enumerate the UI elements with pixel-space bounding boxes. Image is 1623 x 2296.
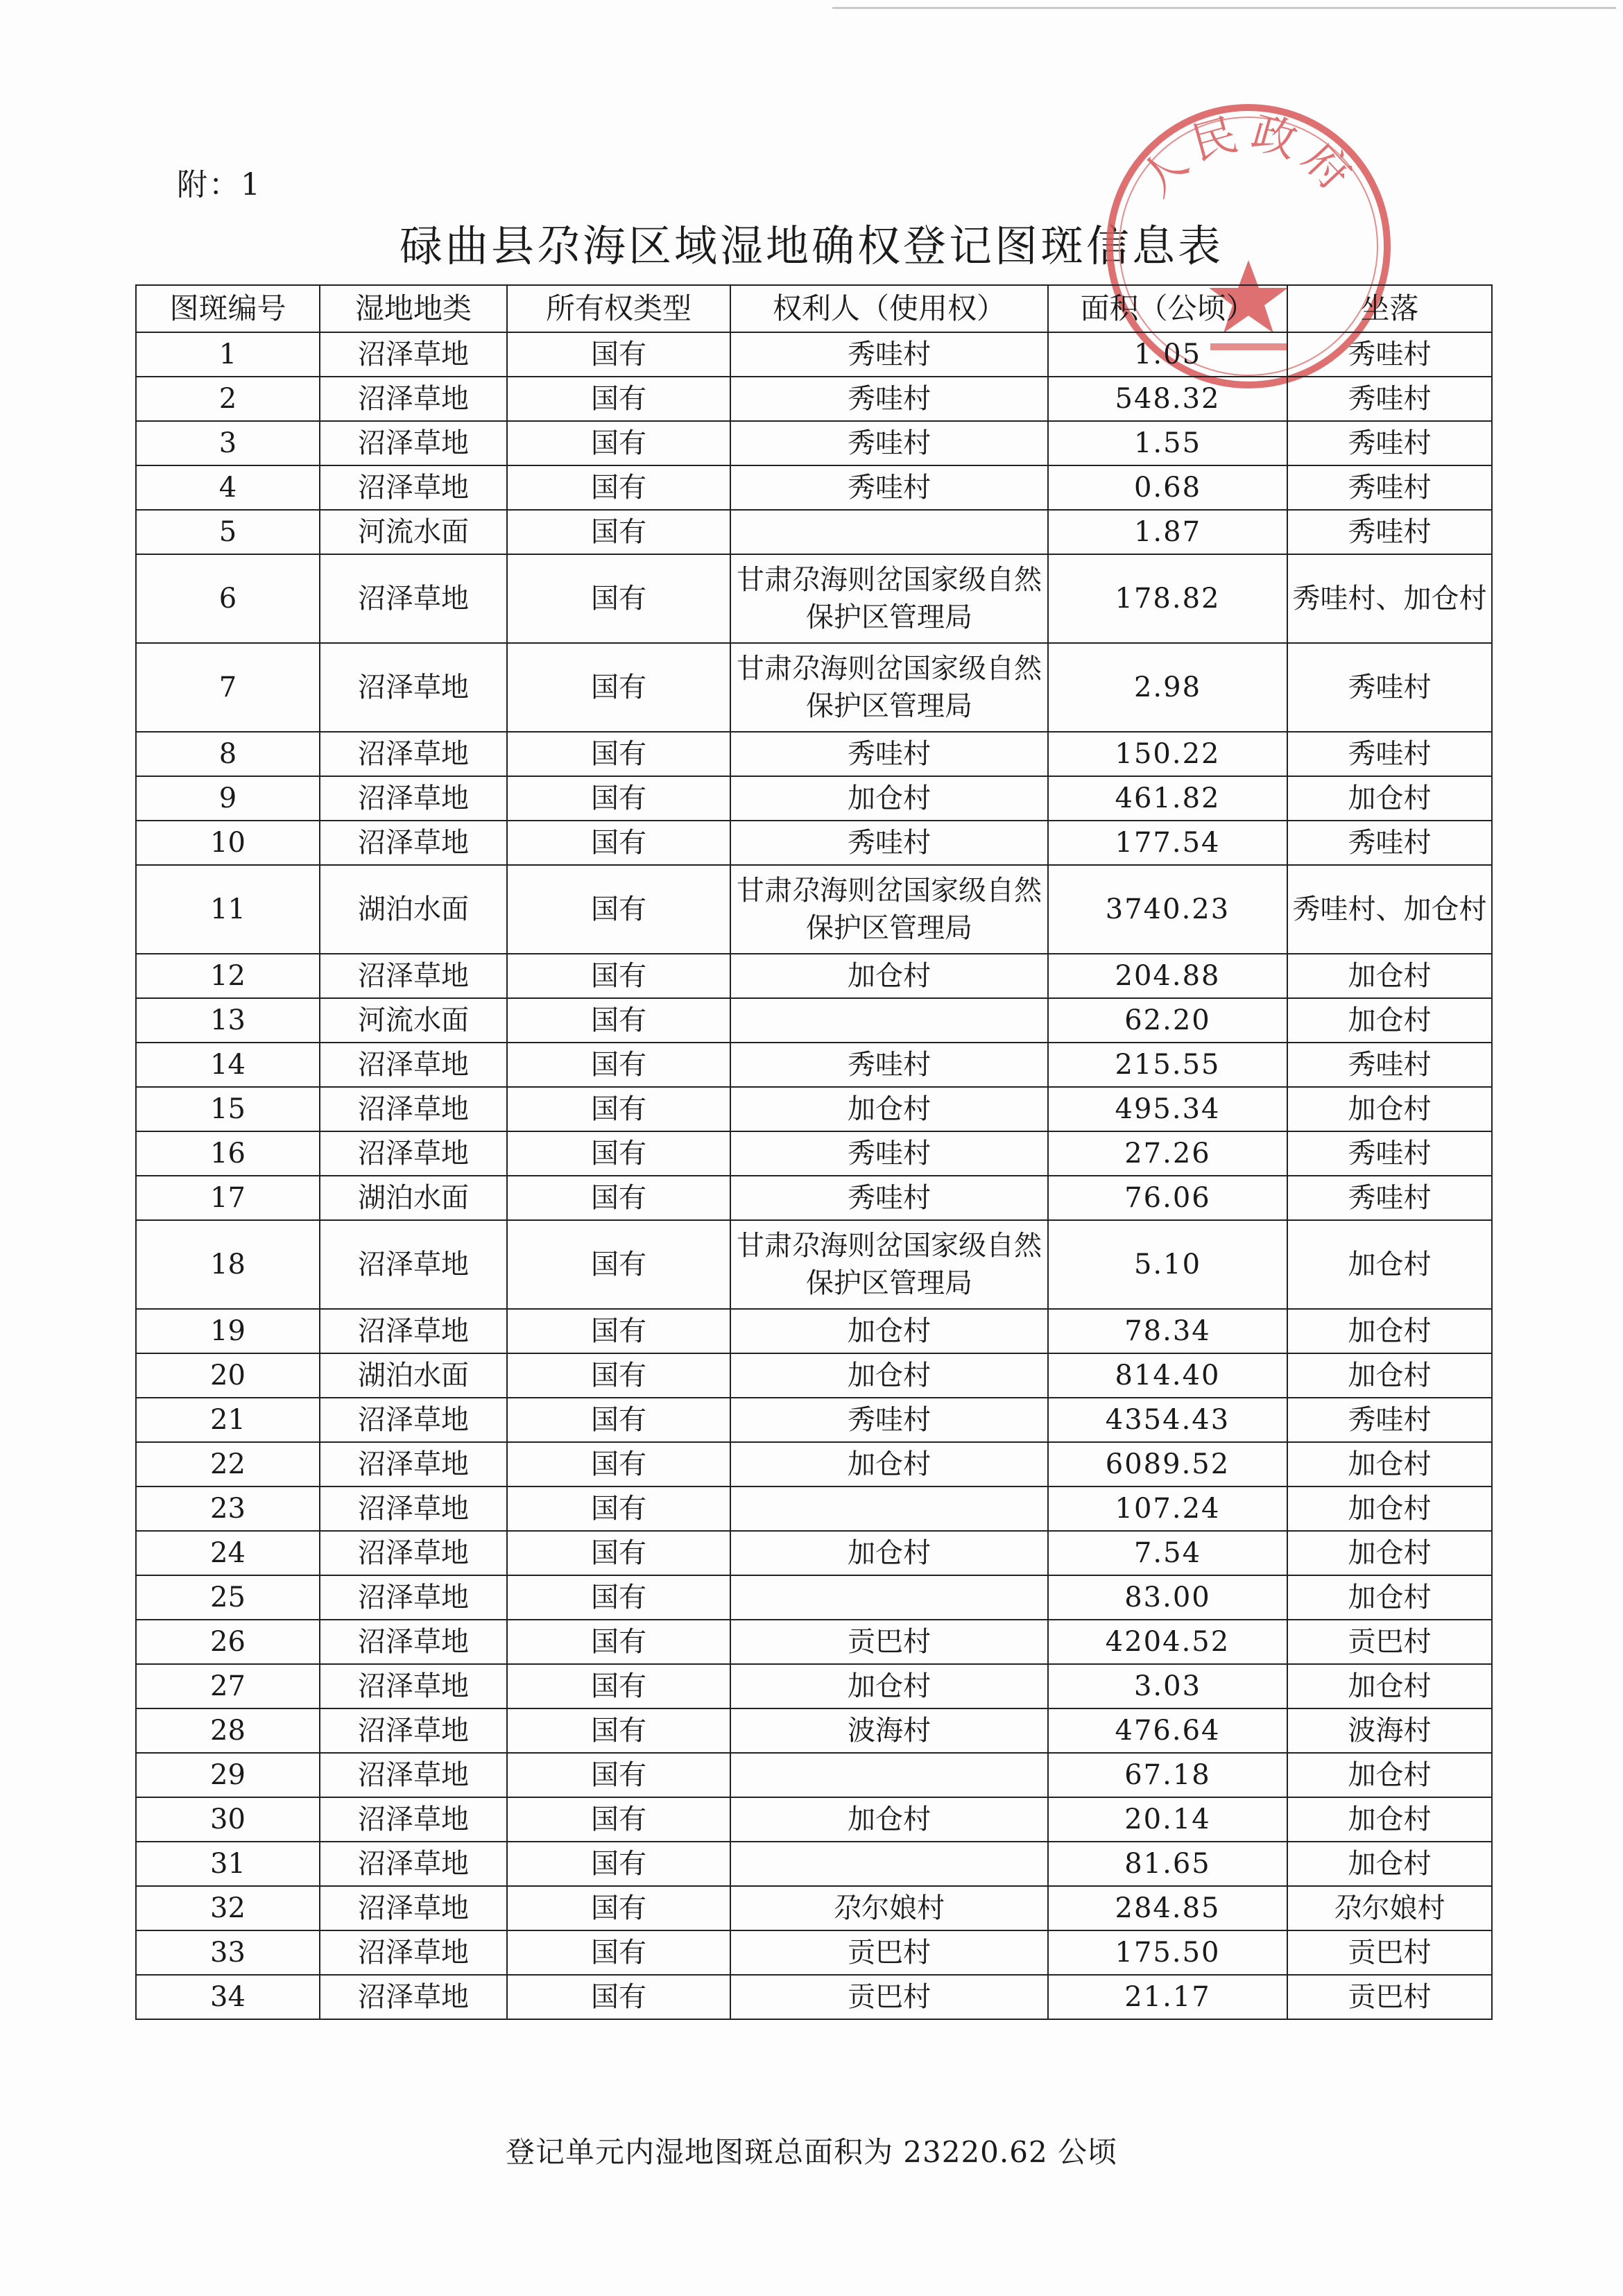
location-cell: 加仓村 bbox=[1287, 1087, 1492, 1131]
right-holder-cell: 秀哇村 bbox=[730, 732, 1048, 776]
table-row bbox=[136, 1664, 1492, 1708]
area-cell: 81.65 bbox=[1048, 1842, 1287, 1886]
right-holder-cell: 加仓村 bbox=[730, 1353, 1048, 1398]
parcel-id-cell: 28 bbox=[136, 1708, 320, 1753]
parcel-id-cell: 20 bbox=[136, 1353, 320, 1398]
location-cell: 秀哇村 bbox=[1287, 377, 1492, 421]
parcel-id-cell: 6 bbox=[136, 554, 320, 643]
area-cell: 150.22 bbox=[1048, 732, 1287, 776]
area-cell: 548.32 bbox=[1048, 377, 1287, 421]
table-row bbox=[136, 643, 1492, 732]
location-cell: 加仓村 bbox=[1287, 1753, 1492, 1797]
parcel-id-cell: 5 bbox=[136, 510, 320, 554]
parcel-id-cell: 32 bbox=[136, 1886, 320, 1930]
right-holder-cell: 加仓村 bbox=[730, 1087, 1048, 1131]
wetland-type-cell: 沼泽草地 bbox=[320, 1842, 507, 1886]
right-holder-cell: 加仓村 bbox=[730, 954, 1048, 998]
table-row bbox=[136, 776, 1492, 821]
table-row bbox=[136, 1797, 1492, 1842]
location-cell: 贡巴村 bbox=[1287, 1620, 1492, 1664]
location-cell: 加仓村 bbox=[1287, 1575, 1492, 1620]
header-area: 面积（公顷） bbox=[1048, 285, 1287, 332]
right-holder-cell bbox=[730, 510, 1048, 554]
parcel-id-cell: 11 bbox=[136, 865, 320, 954]
wetland-type-cell: 沼泽草地 bbox=[320, 1886, 507, 1930]
parcel-id-cell: 26 bbox=[136, 1620, 320, 1664]
parcel-id-cell: 17 bbox=[136, 1176, 320, 1220]
table-row bbox=[136, 821, 1492, 865]
location-cell: 加仓村 bbox=[1287, 1220, 1492, 1309]
parcel-id-cell: 19 bbox=[136, 1309, 320, 1353]
right-holder-cell: 秀哇村 bbox=[730, 465, 1048, 510]
parcel-id-cell: 16 bbox=[136, 1131, 320, 1176]
parcel-id-cell: 4 bbox=[136, 465, 320, 510]
table-row bbox=[136, 465, 1492, 510]
parcel-id-cell: 9 bbox=[136, 776, 320, 821]
right-holder-cell: 秀哇村 bbox=[730, 1398, 1048, 1442]
table-row bbox=[136, 1753, 1492, 1797]
header-wetland-type: 湿地地类 bbox=[320, 285, 507, 332]
right-holder-cell: 加仓村 bbox=[730, 1442, 1048, 1487]
wetland-type-cell: 沼泽草地 bbox=[320, 1043, 507, 1087]
ownership-type-cell: 国有 bbox=[507, 643, 730, 732]
right-holder-cell: 秀哇村 bbox=[730, 1043, 1048, 1087]
right-holder-cell bbox=[730, 1487, 1048, 1531]
wetland-type-cell: 沼泽草地 bbox=[320, 776, 507, 821]
area-cell: 495.34 bbox=[1048, 1087, 1287, 1131]
ownership-type-cell: 国有 bbox=[507, 998, 730, 1043]
parcel-id-cell: 7 bbox=[136, 643, 320, 732]
table-row bbox=[136, 998, 1492, 1043]
area-cell: 284.85 bbox=[1048, 1886, 1287, 1930]
ownership-type-cell: 国有 bbox=[507, 1930, 730, 1975]
location-cell: 秀哇村 bbox=[1287, 821, 1492, 865]
right-holder-cell: 加仓村 bbox=[730, 1309, 1048, 1353]
area-cell: 7.54 bbox=[1048, 1531, 1287, 1575]
location-cell: 加仓村 bbox=[1287, 1487, 1492, 1531]
area-cell: 3.03 bbox=[1048, 1664, 1287, 1708]
right-holder-cell: 贡巴村 bbox=[730, 1975, 1048, 2019]
ownership-type-cell: 国有 bbox=[507, 554, 730, 643]
location-cell: 加仓村 bbox=[1287, 1309, 1492, 1353]
area-cell: 76.06 bbox=[1048, 1176, 1287, 1220]
parcel-id-cell: 22 bbox=[136, 1442, 320, 1487]
area-cell: 1.05 bbox=[1048, 332, 1287, 377]
right-holder-cell: 贡巴村 bbox=[730, 1620, 1048, 1664]
wetland-type-cell: 沼泽草地 bbox=[320, 1797, 507, 1842]
area-cell: 5.10 bbox=[1048, 1220, 1287, 1309]
location-cell: 秀哇村 bbox=[1287, 732, 1492, 776]
ownership-type-cell: 国有 bbox=[507, 1531, 730, 1575]
wetland-type-cell: 沼泽草地 bbox=[320, 1664, 507, 1708]
wetland-type-cell: 沼泽草地 bbox=[320, 1930, 507, 1975]
ownership-type-cell: 国有 bbox=[507, 776, 730, 821]
location-cell: 加仓村 bbox=[1287, 1664, 1492, 1708]
header-right-holder: 权利人（使用权） bbox=[730, 285, 1048, 332]
right-holder-cell: 秀哇村 bbox=[730, 377, 1048, 421]
parcel-id-cell: 33 bbox=[136, 1930, 320, 1975]
parcel-id-cell: 24 bbox=[136, 1531, 320, 1575]
table-row bbox=[136, 421, 1492, 465]
wetland-type-cell: 沼泽草地 bbox=[320, 1487, 507, 1531]
parcel-id-cell: 27 bbox=[136, 1664, 320, 1708]
right-holder-cell: 尕尔娘村 bbox=[730, 1886, 1048, 1930]
ownership-type-cell: 国有 bbox=[507, 1309, 730, 1353]
ownership-type-cell: 国有 bbox=[507, 1087, 730, 1131]
right-holder-cell: 甘肃尕海则岔国家级自然保护区管理局 bbox=[730, 865, 1048, 954]
area-cell: 1.55 bbox=[1048, 421, 1287, 465]
parcel-id-cell: 2 bbox=[136, 377, 320, 421]
table-row bbox=[136, 1087, 1492, 1131]
wetland-type-cell: 沼泽草地 bbox=[320, 421, 507, 465]
area-cell: 20.14 bbox=[1048, 1797, 1287, 1842]
area-cell: 1.87 bbox=[1048, 510, 1287, 554]
right-holder-cell: 加仓村 bbox=[730, 1531, 1048, 1575]
wetland-type-cell: 湖泊水面 bbox=[320, 865, 507, 954]
wetland-type-cell: 沼泽草地 bbox=[320, 1131, 507, 1176]
ownership-type-cell: 国有 bbox=[507, 732, 730, 776]
location-cell: 加仓村 bbox=[1287, 1842, 1492, 1886]
right-holder-cell: 秀哇村 bbox=[730, 1176, 1048, 1220]
ownership-type-cell: 国有 bbox=[507, 1220, 730, 1309]
header-location: 坐落 bbox=[1287, 285, 1492, 332]
right-holder-cell bbox=[730, 1575, 1048, 1620]
table-row bbox=[136, 377, 1492, 421]
area-cell: 78.34 bbox=[1048, 1309, 1287, 1353]
parcel-id-cell: 12 bbox=[136, 954, 320, 998]
header-parcel-id: 图斑编号 bbox=[136, 285, 320, 332]
ownership-type-cell: 国有 bbox=[507, 1398, 730, 1442]
area-cell: 107.24 bbox=[1048, 1487, 1287, 1531]
right-holder-cell: 秀哇村 bbox=[730, 821, 1048, 865]
location-cell: 波海村 bbox=[1287, 1708, 1492, 1753]
area-cell: 814.40 bbox=[1048, 1353, 1287, 1398]
table-body bbox=[136, 332, 1492, 2019]
right-holder-cell bbox=[730, 998, 1048, 1043]
ownership-type-cell: 国有 bbox=[507, 1797, 730, 1842]
area-cell: 3740.23 bbox=[1048, 865, 1287, 954]
right-holder-cell: 加仓村 bbox=[730, 1797, 1048, 1842]
wetland-type-cell: 沼泽草地 bbox=[320, 1708, 507, 1753]
location-cell: 秀哇村、加仓村 bbox=[1287, 554, 1492, 643]
table-row bbox=[136, 1975, 1492, 2019]
table-row bbox=[136, 1886, 1492, 1930]
ownership-type-cell: 国有 bbox=[507, 1575, 730, 1620]
annex-label: 附：1 bbox=[177, 167, 261, 203]
right-holder-cell bbox=[730, 1842, 1048, 1886]
table-row bbox=[136, 510, 1492, 554]
svg-text:人民政府 bbox=[1131, 107, 1366, 207]
location-cell: 秀哇村 bbox=[1287, 510, 1492, 554]
table-row bbox=[136, 1442, 1492, 1487]
wetland-type-cell: 沼泽草地 bbox=[320, 1975, 507, 2019]
area-cell: 67.18 bbox=[1048, 1753, 1287, 1797]
ownership-type-cell: 国有 bbox=[507, 821, 730, 865]
parcel-id-cell: 21 bbox=[136, 1398, 320, 1442]
table-row bbox=[136, 1708, 1492, 1753]
table-row bbox=[136, 1487, 1492, 1531]
area-cell: 178.82 bbox=[1048, 554, 1287, 643]
table-row bbox=[136, 954, 1492, 998]
ownership-type-cell: 国有 bbox=[507, 1353, 730, 1398]
wetland-parcel-table bbox=[135, 284, 1493, 2020]
table-row bbox=[136, 1309, 1492, 1353]
wetland-type-cell: 沼泽草地 bbox=[320, 954, 507, 998]
area-cell: 2.98 bbox=[1048, 643, 1287, 732]
parcel-id-cell: 23 bbox=[136, 1487, 320, 1531]
parcel-id-cell: 29 bbox=[136, 1753, 320, 1797]
ownership-type-cell: 国有 bbox=[507, 1664, 730, 1708]
right-holder-cell: 波海村 bbox=[730, 1708, 1048, 1753]
table-row bbox=[136, 1353, 1492, 1398]
wetland-type-cell: 沼泽草地 bbox=[320, 1620, 507, 1664]
parcel-id-cell: 8 bbox=[136, 732, 320, 776]
ownership-type-cell: 国有 bbox=[507, 1043, 730, 1087]
area-cell: 0.68 bbox=[1048, 465, 1287, 510]
header-ownership-type: 所有权类型 bbox=[507, 285, 730, 332]
ownership-type-cell: 国有 bbox=[507, 1176, 730, 1220]
location-cell: 加仓村 bbox=[1287, 1353, 1492, 1398]
ownership-type-cell: 国有 bbox=[507, 421, 730, 465]
wetland-type-cell: 沼泽草地 bbox=[320, 554, 507, 643]
right-holder-cell: 甘肃尕海则岔国家级自然保护区管理局 bbox=[730, 643, 1048, 732]
wetland-type-cell: 沼泽草地 bbox=[320, 1398, 507, 1442]
parcel-id-cell: 15 bbox=[136, 1087, 320, 1131]
ownership-type-cell: 国有 bbox=[507, 377, 730, 421]
table-header-row bbox=[136, 285, 1492, 332]
table-row bbox=[136, 865, 1492, 954]
ownership-type-cell: 国有 bbox=[507, 1886, 730, 1930]
ownership-type-cell: 国有 bbox=[507, 465, 730, 510]
area-cell: 6089.52 bbox=[1048, 1442, 1287, 1487]
table-row bbox=[136, 1220, 1492, 1309]
wetland-type-cell: 沼泽草地 bbox=[320, 732, 507, 776]
ownership-type-cell: 国有 bbox=[507, 1708, 730, 1753]
right-holder-cell bbox=[730, 1753, 1048, 1797]
location-cell: 加仓村 bbox=[1287, 954, 1492, 998]
area-cell: 177.54 bbox=[1048, 821, 1287, 865]
parcel-id-cell: 13 bbox=[136, 998, 320, 1043]
right-holder-cell: 贡巴村 bbox=[730, 1930, 1048, 1975]
total-area-note: 登记单元内湿地图斑总面积为 23220.62 公顷 bbox=[505, 2135, 1118, 2169]
table-row bbox=[136, 554, 1492, 643]
parcel-id-cell: 30 bbox=[136, 1797, 320, 1842]
location-cell: 尕尔娘村 bbox=[1287, 1886, 1492, 1930]
location-cell: 加仓村 bbox=[1287, 776, 1492, 821]
right-holder-cell: 秀哇村 bbox=[730, 421, 1048, 465]
ownership-type-cell: 国有 bbox=[507, 1487, 730, 1531]
parcel-id-cell: 34 bbox=[136, 1975, 320, 2019]
ownership-type-cell: 国有 bbox=[507, 1131, 730, 1176]
scan-edge-line bbox=[832, 7, 1616, 9]
ownership-type-cell: 国有 bbox=[507, 865, 730, 954]
location-cell: 秀哇村 bbox=[1287, 1131, 1492, 1176]
location-cell: 贡巴村 bbox=[1287, 1975, 1492, 2019]
location-cell: 贡巴村 bbox=[1287, 1930, 1492, 1975]
location-cell: 秀哇村、加仓村 bbox=[1287, 865, 1492, 954]
ownership-type-cell: 国有 bbox=[507, 1620, 730, 1664]
table-row bbox=[136, 1575, 1492, 1620]
wetland-type-cell: 沼泽草地 bbox=[320, 1531, 507, 1575]
table-row bbox=[136, 732, 1492, 776]
table-row bbox=[136, 1620, 1492, 1664]
right-holder-cell: 秀哇村 bbox=[730, 332, 1048, 377]
area-cell: 83.00 bbox=[1048, 1575, 1287, 1620]
ownership-type-cell: 国有 bbox=[507, 332, 730, 377]
location-cell: 秀哇村 bbox=[1287, 332, 1492, 377]
area-cell: 215.55 bbox=[1048, 1043, 1287, 1087]
location-cell: 秀哇村 bbox=[1287, 643, 1492, 732]
area-cell: 4354.43 bbox=[1048, 1398, 1287, 1442]
wetland-type-cell: 沼泽草地 bbox=[320, 643, 507, 732]
wetland-type-cell: 沼泽草地 bbox=[320, 1753, 507, 1797]
area-cell: 21.17 bbox=[1048, 1975, 1287, 2019]
right-holder-cell: 加仓村 bbox=[730, 1664, 1048, 1708]
location-cell: 加仓村 bbox=[1287, 1442, 1492, 1487]
table-row bbox=[136, 1531, 1492, 1575]
ownership-type-cell: 国有 bbox=[507, 1975, 730, 2019]
ownership-type-cell: 国有 bbox=[507, 1753, 730, 1797]
wetland-type-cell: 沼泽草地 bbox=[320, 332, 507, 377]
table-row bbox=[136, 1398, 1492, 1442]
wetland-type-cell: 沼泽草地 bbox=[320, 1442, 507, 1487]
wetland-type-cell: 沼泽草地 bbox=[320, 1087, 507, 1131]
page-title: 碌曲县尕海区域湿地确权登记图斑信息表 bbox=[399, 221, 1223, 271]
area-cell: 175.50 bbox=[1048, 1930, 1287, 1975]
right-holder-cell: 甘肃尕海则岔国家级自然保护区管理局 bbox=[730, 554, 1048, 643]
location-cell: 秀哇村 bbox=[1287, 1398, 1492, 1442]
wetland-type-cell: 河流水面 bbox=[320, 510, 507, 554]
area-cell: 62.20 bbox=[1048, 998, 1287, 1043]
parcel-id-cell: 31 bbox=[136, 1842, 320, 1886]
seal-text: 人民政府 bbox=[1130, 107, 1367, 207]
location-cell: 秀哇村 bbox=[1287, 1176, 1492, 1220]
wetland-type-cell: 沼泽草地 bbox=[320, 1575, 507, 1620]
right-holder-cell: 秀哇村 bbox=[730, 1131, 1048, 1176]
ownership-type-cell: 国有 bbox=[507, 1842, 730, 1886]
location-cell: 加仓村 bbox=[1287, 998, 1492, 1043]
right-holder-cell: 加仓村 bbox=[730, 776, 1048, 821]
area-cell: 476.64 bbox=[1048, 1708, 1287, 1753]
wetland-type-cell: 沼泽草地 bbox=[320, 1309, 507, 1353]
table-row bbox=[136, 1131, 1492, 1176]
parcel-id-cell: 3 bbox=[136, 421, 320, 465]
wetland-type-cell: 沼泽草地 bbox=[320, 377, 507, 421]
location-cell: 秀哇村 bbox=[1287, 1043, 1492, 1087]
ownership-type-cell: 国有 bbox=[507, 510, 730, 554]
table-row bbox=[136, 1043, 1492, 1087]
area-cell: 4204.52 bbox=[1048, 1620, 1287, 1664]
location-cell: 加仓村 bbox=[1287, 1531, 1492, 1575]
area-cell: 27.26 bbox=[1048, 1131, 1287, 1176]
parcel-id-cell: 1 bbox=[136, 332, 320, 377]
wetland-type-cell: 沼泽草地 bbox=[320, 821, 507, 865]
table-row bbox=[136, 1930, 1492, 1975]
right-holder-cell: 甘肃尕海则岔国家级自然保护区管理局 bbox=[730, 1220, 1048, 1309]
area-cell: 461.82 bbox=[1048, 776, 1287, 821]
wetland-type-cell: 沼泽草地 bbox=[320, 465, 507, 510]
location-cell: 加仓村 bbox=[1287, 1797, 1492, 1842]
location-cell: 秀哇村 bbox=[1287, 465, 1492, 510]
wetland-type-cell: 湖泊水面 bbox=[320, 1176, 507, 1220]
parcel-id-cell: 10 bbox=[136, 821, 320, 865]
parcel-id-cell: 14 bbox=[136, 1043, 320, 1087]
table-row bbox=[136, 1842, 1492, 1886]
table-row bbox=[136, 332, 1492, 377]
wetland-type-cell: 湖泊水面 bbox=[320, 1353, 507, 1398]
wetland-type-cell: 沼泽草地 bbox=[320, 1220, 507, 1309]
wetland-type-cell: 河流水面 bbox=[320, 998, 507, 1043]
parcel-id-cell: 25 bbox=[136, 1575, 320, 1620]
ownership-type-cell: 国有 bbox=[507, 954, 730, 998]
parcel-id-cell: 18 bbox=[136, 1220, 320, 1309]
table-row bbox=[136, 1176, 1492, 1220]
location-cell: 秀哇村 bbox=[1287, 421, 1492, 465]
area-cell: 204.88 bbox=[1048, 954, 1287, 998]
ownership-type-cell: 国有 bbox=[507, 1442, 730, 1487]
